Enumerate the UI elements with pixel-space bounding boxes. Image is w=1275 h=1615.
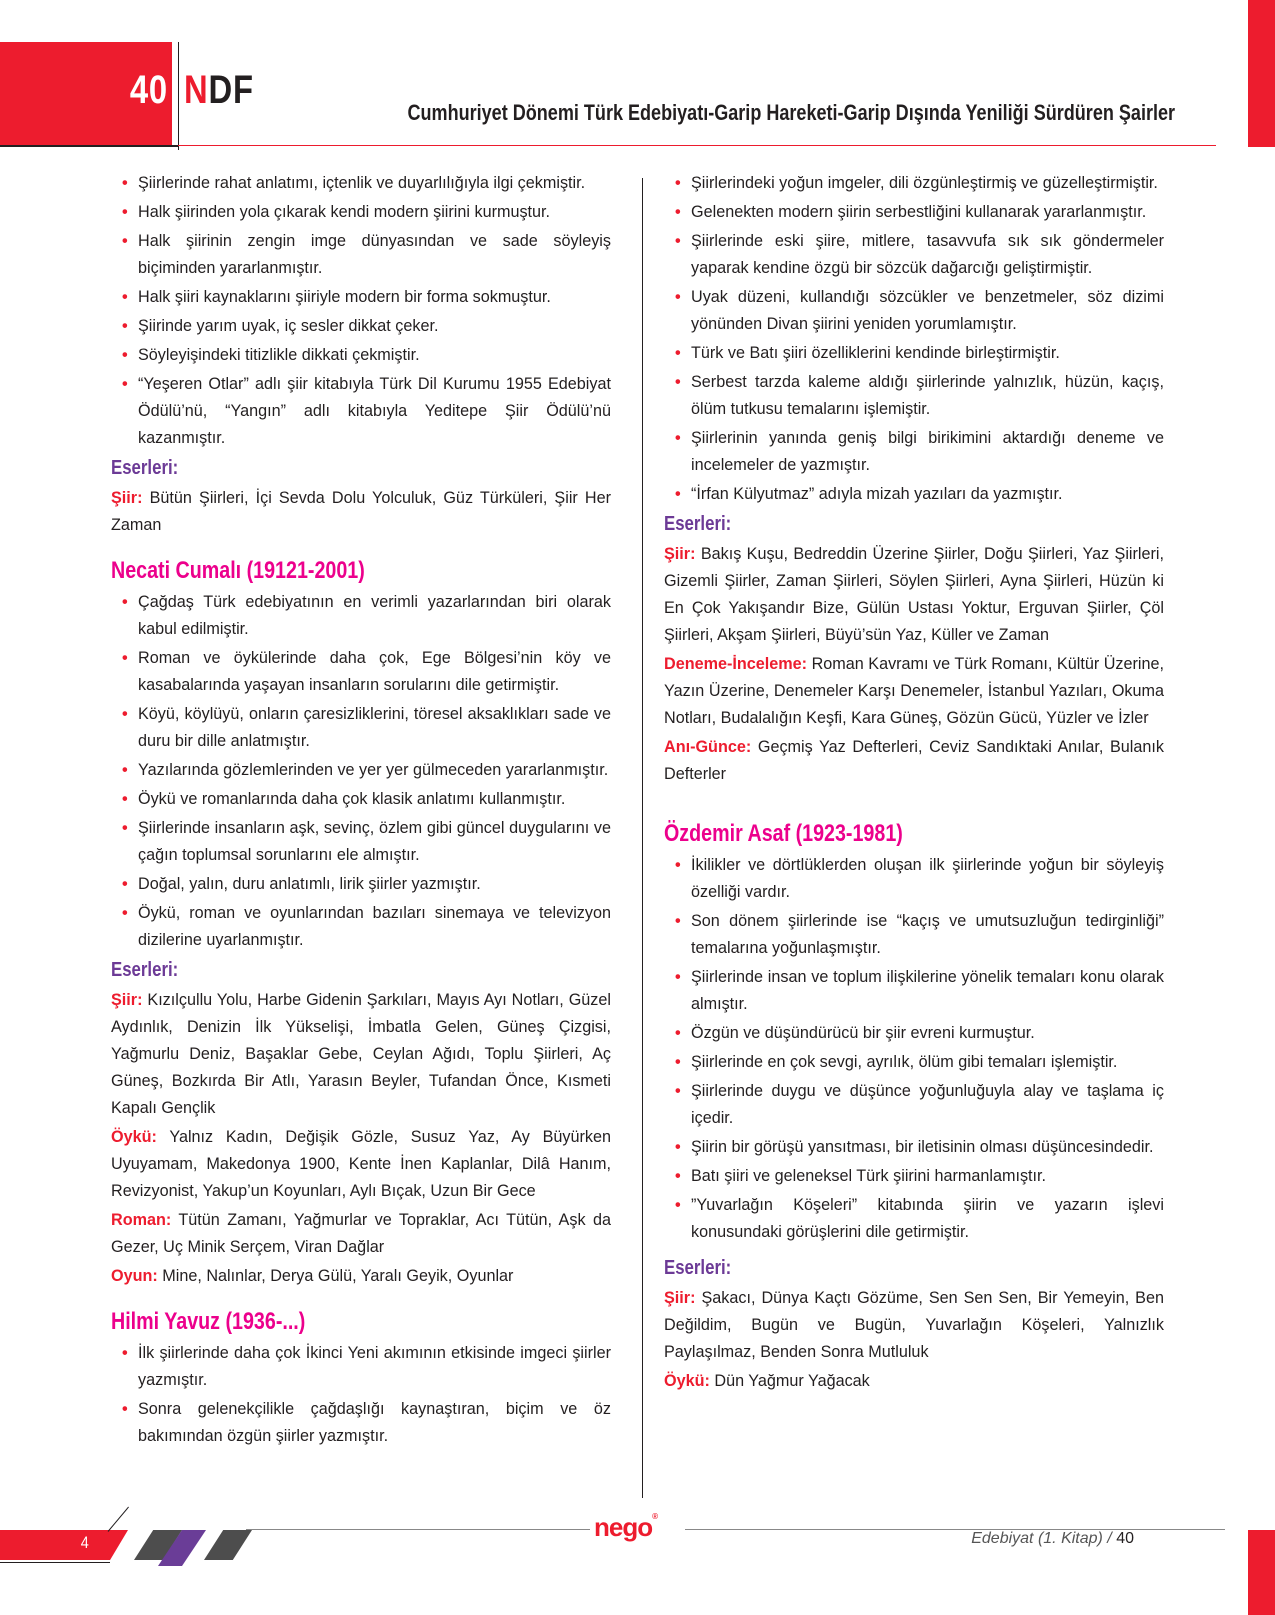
works-entry xyxy=(664,1368,1164,1395)
list-item: • Şiirlerinin yanında geniş bilgi birikimini aktardığı deneme ve incelemeler de yazmıştır. xyxy=(664,425,1164,479)
book-title: Edebiyat (1. Kitap) / xyxy=(971,1530,1112,1547)
bullet-icon: • xyxy=(675,232,681,250)
list-item: • Söyleyişindeki titizlikle dikkati çekmiştir. xyxy=(111,342,611,369)
list-item: • Şiirlerinde insan ve toplum ilişkilerine yönelik temaları konu olarak almıştır. xyxy=(664,964,1164,1018)
list-item: • Batı şiiri ve geleneksel Türk şiirini harmanlamıştır. xyxy=(664,1163,1164,1190)
bullet-icon: • xyxy=(675,1167,681,1185)
bullet-icon: • xyxy=(122,819,128,837)
header-underline-right xyxy=(178,145,1216,146)
works-entry xyxy=(111,987,611,1122)
works-genre-label: Şiir: xyxy=(111,489,143,507)
works-titles: Yalnız Kadın, Değişik Gözle, Susuz Yaz, Ay Büyürken Uyuyamam, Makedonya 1900, Kente İnen Kaplanlar, Dilâ Hanım, Revizyonist, Yakup’un Koyunları, Aylı Bıçak, Uzun Bir Gece xyxy=(111,1128,611,1200)
list-item: • Doğal, yalın, duru anlatımlı, lirik şiirler yazmıştır. xyxy=(111,871,611,898)
list-item: • Son dönem şiirlerinde ise “kaçış ve umutsuzluğun tedirginliği” temalarına yoğunlaşmıştır. xyxy=(664,908,1164,962)
necati-bullet-list xyxy=(111,589,611,954)
bullet-icon: • xyxy=(675,856,681,874)
bullet-icon: • xyxy=(122,317,128,335)
list-item: • Halk şiiri kaynaklarını şiiriyle modern bir forma sokmuştur. xyxy=(111,284,611,311)
header-page-number: 40 xyxy=(129,68,168,112)
bullet-icon: • xyxy=(675,1024,681,1042)
footer-side-accent xyxy=(1248,1530,1275,1615)
list-item: • Yazılarında gözlemlerinden ve yer yer gülmeceden yararlanmıştır. xyxy=(111,757,611,784)
works-entry xyxy=(111,1207,611,1261)
works-titles: Bütün Şiirleri, İçi Sevda Dolu Yolculuk, Güz Türküleri, Şiir Her Zaman xyxy=(111,489,612,534)
works-entry xyxy=(664,541,1164,649)
list-item: • “Yeşeren Otlar” adlı şiir kitabıyla Türk Dil Kurumu 1955 Edebiyat Ödülü’nü, “Yangın” adlı kitabıyla Yeditepe Şiir Ödülü’nü kazanmıştır. xyxy=(111,371,611,452)
bullet-icon: • xyxy=(675,174,681,192)
list-item: • Uyak düzeni, kullandığı sözcükler ve benzetmeler, söz dizimi yönünden Divan şiirini yeniden yorumlamıştır. xyxy=(664,284,1164,338)
works-titles: Kızılçullu Yolu, Harbe Gidenin Şarkıları, Mayıs Ayı Notları, Güzel Aydınlık, Denizin İlk Yükselişi, İmbatla Gelen, Güneş Çizgisi, Yağmurlu Deniz, Başaklar Gebe, Ceylan Ağıdı, Toplu Şiirleri, Aç Güneş, Bozkırda Bir Atlı, Yarasın Beyler, Tufandan Önce, Kısmeti Kapalı Gençlik xyxy=(111,991,611,1117)
hilmi-bullet-list xyxy=(111,1340,611,1450)
footer-page-number: 4 xyxy=(80,1533,89,1552)
bullet-icon: • xyxy=(122,875,128,893)
list-item: • İkilikler ve dörtlüklerden oluşan ilk şiirlerinde yoğun bir söyleyiş özelliği vardır. xyxy=(664,852,1164,906)
bullet-icon: • xyxy=(675,912,681,930)
header-side-accent xyxy=(1248,0,1275,147)
works-entry xyxy=(111,1263,611,1290)
list-item: • Çağdaş Türk edebiyatının en verimli yazarlarından biri olarak kabul edilmiştir. xyxy=(111,589,611,643)
footer-red-tab xyxy=(0,1530,128,1560)
bullet-icon: • xyxy=(675,968,681,986)
footer-rule-left xyxy=(246,1529,590,1530)
bullet-icon: • xyxy=(122,288,128,306)
works-genre-label: Anı-Günce: xyxy=(664,738,752,756)
header-divider xyxy=(178,42,179,150)
list-item: • Şiirlerinde rahat anlatımı, içtenlik ve duyarlılığıyla ilgi çekmiştir. xyxy=(111,170,611,197)
book-page-number: 40 xyxy=(1116,1530,1134,1547)
list-item: • Şiirlerindeki yoğun imgeler, dili özgünleştirmiş ve güzelleştirmiştir. xyxy=(664,170,1164,197)
list-item: • Şiirlerinde en çok sevgi, ayrılık, ölüm gibi temaları işlemiştir. xyxy=(664,1049,1164,1076)
bullet-icon: • xyxy=(675,1196,681,1214)
works-heading: Eserleri: xyxy=(664,513,732,535)
bullet-icon: • xyxy=(122,1400,128,1418)
bullet-icon: • xyxy=(122,375,128,393)
footer-stripe-gray xyxy=(204,1530,252,1560)
header-brand-logo xyxy=(184,68,254,113)
intro-bullet-list xyxy=(111,170,611,452)
works-genre-label: Oyun: xyxy=(111,1267,158,1285)
works-genre-label: Şiir: xyxy=(111,991,143,1009)
list-item: • Gelenekten modern şiirin serbestliğini kullanarak yararlanmıştır. xyxy=(664,199,1164,226)
works-genre-label: Şiir: xyxy=(664,545,696,563)
works-heading: Eserleri: xyxy=(111,457,179,479)
bullet-icon: • xyxy=(675,288,681,306)
list-item: • Roman ve öykülerinde daha çok, Ege Bölgesi’nin köy ve kasabalarında yaşayan insanların sorularını dile getirmiştir. xyxy=(111,645,611,699)
footer-underline xyxy=(0,1562,110,1563)
publisher-logo xyxy=(594,1512,657,1543)
bullet-icon: • xyxy=(675,485,681,503)
works-titles: Roman Kavramı ve Türk Romanı, Kültür Üzerine, Yazın Üzerine, Denemeler Karşı Denemeler, İstanbul Yazıları, Okuma Notları, Budalalığın Keşfi, Kara Güneş, Gözün Gücü, Yüzler ve İzler xyxy=(664,655,1164,727)
list-item: • Şiirlerinde eski şiire, mitlere, tasavvufa sık sık göndermeler yaparak kendine özgü bir sözcük dağarcığı geliştirmiştir. xyxy=(664,228,1164,282)
works-entry xyxy=(111,485,611,539)
list-item: • Özgün ve düşündürücü bir şiir evreni kurmuştur. xyxy=(664,1020,1164,1047)
bullet-icon: • xyxy=(122,1344,128,1362)
brand-letters-df: DF xyxy=(208,68,254,112)
list-item: • Sonra gelenekçilikle çağdaşlığı kaynaştıran, biçim ve öz bakımından özgün şiirler yazmıştır. xyxy=(111,1396,611,1450)
list-item: • Serbest tarzda kaleme aldığı şiirlerinde yalnızlık, hüzün, kaçış, ölüm tutkusu temalarını işlemiştir. xyxy=(664,369,1164,423)
footer-rule-right xyxy=(685,1529,1225,1530)
bullet-icon: • xyxy=(122,705,128,723)
list-item: • Şiirlerinde insanların aşk, sevinç, özlem gibi güncel duygularını ve çağın toplumsal sorunlarını ele almıştır. xyxy=(111,815,611,869)
list-item: • ”Yuvarlağın Köşeleri” kitabında şiirin ve yazarın işlevi konusundaki görüşlerini dile getirmiştir. xyxy=(664,1192,1164,1246)
list-item: • Öykü ve romanlarında daha çok klasik anlatımı kullanmıştır. xyxy=(111,786,611,813)
bullet-icon: • xyxy=(122,346,128,364)
author-heading-ozdemir-asaf: Özdemir Asaf (1923-1981) xyxy=(664,820,903,847)
ozdemir-bullet-list xyxy=(664,852,1164,1246)
works-heading: Eserleri: xyxy=(111,959,179,981)
works-titles: Şakacı, Dünya Kaçtı Gözüme, Sen Sen Sen, Bir Yemeyin, Ben Değildim, Bugün ve Bugün, Yuvarlağın Köşeleri, Yalnızlık Paylaşılmaz, Benden Sonra Mutluluk xyxy=(664,1289,1164,1361)
list-item: • Köyü, köylüyü, onların çaresizliklerini, töresel aksaklıkları sade ve duru bir dille anlatmıştır. xyxy=(111,701,611,755)
list-item: • Türk ve Batı şiiri özelliklerini kendinde birleştirmiştir. xyxy=(664,340,1164,367)
header-underline-left xyxy=(0,145,178,147)
works-titles: Bakış Kuşu, Bedreddin Üzerine Şiirler, Doğu Şiirleri, Yaz Şiirleri, Gizemli Şiirler, Zaman Şiirleri, Söylen Şiirleri, Ayna Şiirleri, Hüzün ki En Çok Yakışandır Bize, Gülün Ustası Yoktur, Erguvan Şiirler, Çöl Şiirleri, Akşam Şiirleri, Büyü’sün Yaz, Küller ve Zaman xyxy=(664,545,1164,644)
registered-icon: ® xyxy=(652,1512,658,1521)
footer-slash-line xyxy=(108,1507,129,1532)
bullet-icon: • xyxy=(122,904,128,922)
bullet-icon: • xyxy=(675,1053,681,1071)
works-genre-label: Deneme-İnceleme: xyxy=(664,655,808,673)
bullet-icon: • xyxy=(122,232,128,250)
works-genre-label: Roman: xyxy=(111,1211,172,1229)
bullet-icon: • xyxy=(675,344,681,362)
column-divider xyxy=(642,178,643,1498)
publisher-logo-text: nego xyxy=(594,1512,653,1542)
works-entry xyxy=(664,651,1164,732)
bullet-icon: • xyxy=(675,1082,681,1100)
works-titles: Mine, Nalınlar, Derya Gülü, Yaralı Geyik, Oyunlar xyxy=(162,1267,514,1285)
works-titles: Dün Yağmur Yağacak xyxy=(714,1372,870,1390)
brand-letter-n: N xyxy=(184,68,209,112)
works-heading: Eserleri: xyxy=(664,1257,732,1279)
list-item: • Şiirinde yarım uyak, iç sesler dikkat çeker. xyxy=(111,313,611,340)
left-column xyxy=(111,170,611,1452)
works-genre-label: Öykü: xyxy=(664,1372,710,1390)
list-item: • Halk şiirinden yola çıkarak kendi modern şiirini kurmuştur. xyxy=(111,199,611,226)
bullet-icon: • xyxy=(122,593,128,611)
works-titles: Tütün Zamanı, Yağmurlar ve Topraklar, Acı Tütün, Aşk da Gezer, Uç Minik Serçem, Viran Dağlar xyxy=(111,1211,611,1256)
author-heading-hilmi-yavuz: Hilmi Yavuz (1936-...) xyxy=(111,1308,306,1335)
bullet-icon: • xyxy=(675,429,681,447)
author-heading-necati-cumali: Necati Cumalı (19121-2001) xyxy=(111,557,365,584)
list-item: • Halk şiirinin zengin imge dünyasından ve sade söyleyiş biçiminden yararlanmıştır. xyxy=(111,228,611,282)
bullet-icon: • xyxy=(675,1138,681,1156)
works-entry xyxy=(664,734,1164,788)
bullet-icon: • xyxy=(122,174,128,192)
list-item: • İlk şiirlerinde daha çok İkinci Yeni akımının etkisinde imgeci şiirler yazmıştır. xyxy=(111,1340,611,1394)
hilmi-bullet-list-continued xyxy=(664,170,1164,508)
works-entry xyxy=(111,1124,611,1205)
bullet-icon: • xyxy=(122,761,128,779)
bullet-icon: • xyxy=(122,203,128,221)
works-genre-label: Öykü: xyxy=(111,1128,157,1146)
footer-book-info xyxy=(971,1530,1134,1548)
works-genre-label: Şiir: xyxy=(664,1289,696,1307)
bullet-icon: • xyxy=(675,203,681,221)
list-item: • “İrfan Külyutmaz” adıyla mizah yazıları da yazmıştır. xyxy=(664,481,1164,508)
list-item: • Öykü, roman ve oyunlarından bazıları sinemaya ve televizyon dizilerine uyarlanmıştır. xyxy=(111,900,611,954)
list-item: • Şiirlerinde duygu ve düşünce yoğunluğuyla alay ve taşlama iç içedir. xyxy=(664,1078,1164,1132)
works-entry xyxy=(664,1285,1164,1366)
bullet-icon: • xyxy=(122,790,128,808)
works-titles: Geçmiş Yaz Defterleri, Ceviz Sandıktaki Anılar, Bulanık Defterler xyxy=(664,738,1165,783)
bullet-icon: • xyxy=(675,373,681,391)
chapter-title: Cumhuriyet Dönemi Türk Edebiyatı-Garip Hareketi-Garip Dışında Yeniliği Sürdüren Şairler xyxy=(407,100,1175,125)
list-item: • Şiirin bir görüşü yansıtması, bir iletisinin olması düşüncesindedir. xyxy=(664,1134,1164,1161)
bullet-icon: • xyxy=(122,649,128,667)
right-column xyxy=(664,170,1164,1397)
